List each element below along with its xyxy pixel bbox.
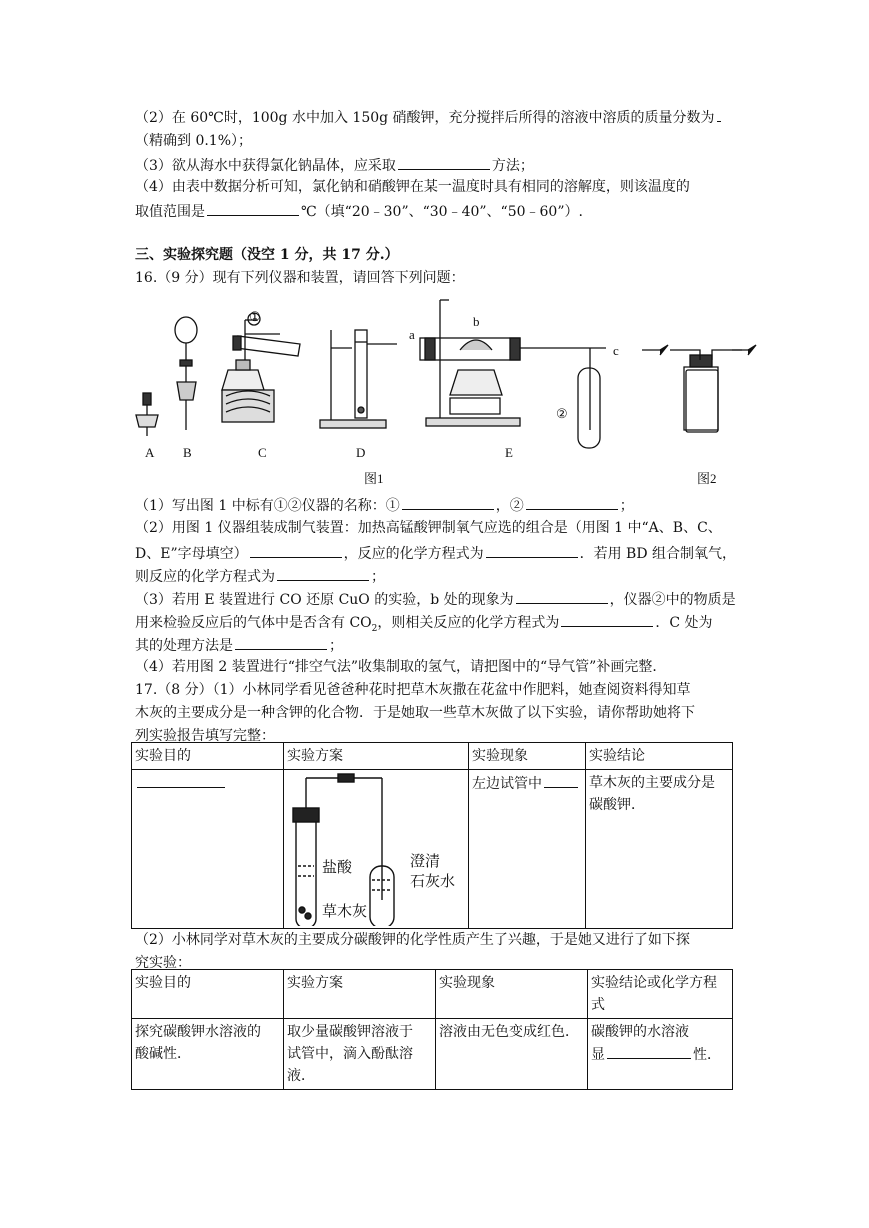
apparatus-figure — [0, 290, 869, 490]
q16-part3-line1: （3）若用 E 装置进行 CO 还原 CuO 的实验，b 处的现象为 ，仪器②中的物质是 — [135, 588, 736, 610]
label-circled-1: ① — [249, 309, 261, 324]
answer-blank[interactable] — [526, 494, 618, 510]
plan-cell — [284, 770, 469, 929]
answer-blank[interactable] — [561, 611, 653, 627]
label-A: A — [145, 445, 155, 460]
table-header-row — [132, 743, 733, 770]
label-b: b — [473, 314, 480, 329]
ash-label: 草木灰 — [322, 902, 368, 920]
answer-blank[interactable] — [277, 565, 369, 581]
table-header-row — [132, 970, 733, 1019]
table-row — [132, 770, 733, 929]
q17-part2-line1: （2）小林同学对草木灰的主要成分碳酸钾的化学性质产生了兴趣，于是她又进行了如下探 — [135, 932, 690, 948]
header-cell: 实验结论 — [586, 743, 733, 770]
q15-part3: （3）欲从海水中获得氯化钠晶体，应采取 方法； — [135, 154, 534, 176]
limewater-label-2: 石灰水 — [410, 872, 456, 890]
q16-part2-line1: （2）用图 1 仪器组装成制气装置：加热高锰酸钾制氧气应选的组合是（用图 1 中“A、B、C、 — [135, 520, 722, 536]
label-B: B — [183, 445, 192, 460]
header-cell: 实验目的 — [132, 970, 284, 1019]
label-D: D — [356, 445, 366, 460]
answer-blank[interactable] — [250, 542, 342, 558]
experiment-report-table-2 — [131, 969, 733, 1090]
answer-blank[interactable] — [607, 1043, 691, 1059]
purpose-cell: 探究碳酸钾水溶液的 酸碱性． — [132, 1019, 284, 1090]
label-C: C — [258, 445, 267, 460]
answer-blank[interactable] — [398, 154, 490, 170]
answer-blank[interactable] — [544, 772, 578, 788]
q15-part2-line2: （精确到 0.1%）； — [135, 133, 253, 149]
q16-part3-line2: 用来检验反应后的气体中是否含有 $CO_2$，则相关反应的化学方程式为 ．C 处为 — [135, 611, 713, 639]
apparatus-E — [420, 300, 606, 448]
phenomenon-cell: 左边试管中 — [469, 770, 586, 929]
answer-blank[interactable] — [235, 634, 327, 650]
dropper-A — [136, 393, 158, 436]
header-cell: 实验现象 — [469, 743, 586, 770]
experiment-report-table-1 — [131, 742, 733, 929]
q16-part1: （1）写出图 1 中标有①②仪器的名称：① ，② ； — [135, 494, 634, 516]
table-row — [132, 1019, 733, 1090]
limewater-label-1: 澄清 — [410, 852, 441, 870]
answer-blank[interactable] — [402, 494, 494, 510]
q15-part2-line1: （2）在 60℃时，100g 水中加入 150g 硝酸钾，充分搅拌后所得的溶液中溶质的质量分数为 — [135, 106, 723, 128]
conclusion-cell: 碳酸钾的水溶液 显 性． — [588, 1019, 733, 1090]
header-cell: 实验现象 — [436, 970, 588, 1019]
label-a: a — [409, 327, 415, 342]
phenomenon-cell: 溶液由无色变成红色． — [436, 1019, 588, 1090]
header-cell: 实验目的 — [132, 743, 284, 770]
q15-part4-line2: 取值范围是 ℃（填“20﹣30”、“30﹣40”、“50﹣60”）. — [135, 200, 583, 222]
answer-blank[interactable] — [717, 106, 721, 122]
gas-bottle-fig2 — [642, 345, 756, 432]
answer-blank[interactable] — [516, 588, 608, 604]
plan-cell: 取少量碳酸钾溶液于 试管中，滴入酚酞溶 液． — [284, 1019, 436, 1090]
answer-blank[interactable] — [486, 542, 578, 558]
q17-stem-line1: 17.（8 分）（1）小林同学看见爸爸种花时把草木灰撒在花盆中作肥料，她查阅资料得知草 — [135, 682, 691, 698]
apparatus-C — [222, 313, 300, 422]
conclusion-cell: 草木灰的主要成分是 碳酸钾． — [586, 770, 733, 929]
figure-2-caption: 图2 — [697, 471, 717, 486]
q17-stem-line3: 列实验报告填写完整： — [135, 728, 275, 744]
q17-part2-line2: 究实验： — [135, 955, 191, 971]
figure-1-caption: 图1 — [364, 471, 384, 486]
q16-part3-line3: 其的处理方法是 ； — [135, 634, 343, 656]
label-c: c — [613, 343, 619, 358]
funnel-B — [175, 317, 197, 430]
label-circled-2: ② — [556, 406, 568, 421]
hcl-label: 盐酸 — [322, 858, 353, 876]
q16-part4: （4）若用图 2 装置进行“排空气法”收集制取的氢气，请把图中的“导气管”补画完整． — [135, 659, 667, 675]
q16-part2-line2: D、E”字母填空） ，反应的化学方程式为 ．若用 BD 组合制氧气， — [135, 542, 736, 564]
q15-part4-line1: （4）由表中数据分析可知，氯化钠和硝酸钾在某一温度时具有相同的溶解度，则该温度的 — [135, 179, 690, 195]
header-cell: 实验方案 — [284, 743, 469, 770]
q16-part2-line3: 则反应的化学方程式为 ； — [135, 565, 385, 587]
section-title: 三、实验探究题（没空 1 分，共 17 分.） — [135, 247, 399, 263]
answer-blank[interactable] — [137, 772, 225, 788]
q17-stem-line2: 木灰的主要成分是一种含钾的化合物．于是她取一些草木灰做了以下实验，请你帮助她将下 — [135, 705, 695, 721]
header-cell: 实验方案 — [284, 970, 436, 1019]
header-cell: 实验结论或化学方程 式 — [588, 970, 733, 1019]
apparatus-D — [320, 330, 397, 428]
test-tube-figure — [284, 770, 464, 926]
answer-blank[interactable] — [207, 200, 299, 216]
q16-stem: 16.（9 分）现有下列仪器和装置，请回答下列问题： — [135, 270, 465, 286]
purpose-cell — [132, 770, 284, 929]
label-E: E — [505, 445, 513, 460]
